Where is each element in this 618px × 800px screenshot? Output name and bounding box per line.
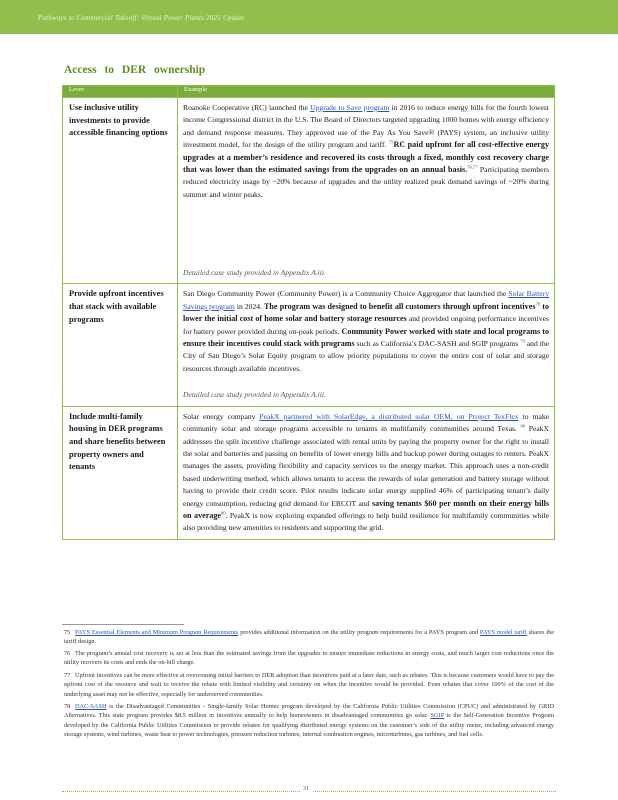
- table-row: [63, 98, 555, 284]
- case-study-note: Detailed case study provided in Appendix A.iii.: [183, 268, 326, 277]
- example-cell: [178, 284, 555, 406]
- lever-cell: Include multi-family housing in DER programs and share benefits between property owners and tenants: [63, 406, 178, 539]
- footnote-ref[interactable]: 80: [221, 510, 226, 516]
- pays-elements-link[interactable]: PAYS Essential Elements and Minimum Program Requirements: [75, 629, 239, 636]
- footnote-ref[interactable]: 80: [520, 423, 526, 429]
- lever-cell: Provide upfront incentives that stack with available programs: [63, 284, 178, 406]
- peakx-project-link[interactable]: PeakX partnered with SolarEdge, a distributed solar OEM, on Project TexFlex: [259, 411, 519, 421]
- table-row: [63, 284, 555, 406]
- solar-battery-savings-link[interactable]: Solar Battery Savings program: [183, 289, 549, 311]
- footnote: 75 PAYS Essential Elements and Minimum Program Requirements provides additional information on the utility program requirements for a PAYS program and PAYS model tariff shares the tariff design.: [64, 629, 555, 646]
- upgrade-to-save-link[interactable]: Upgrade to Save program: [310, 103, 390, 112]
- dac-sash-link[interactable]: DAC-SASH: [75, 703, 107, 710]
- example-text: San Diego Community Power (Community Power) is a Community Choice Aggregator that launched the Solar Battery Savings program in 2024. The program was designed to benefit all customers through upfront incentives$^{78}$ to lower the initial cost of home solar and battery storage resources and provided ongoing performance incentives for battery power provided during on-peak periods. Community Power worked with state and local programs to ensure their incentives could stack with programs such as California’s DAC-SASH and SGIP programs $^{79}$ and the City of San Diego’s Solar Equity program to allow priority populations to cover the entire cost of solar and storage resources through available incentives.: [183, 289, 550, 373]
- column-header-lever: Lever: [63, 86, 178, 98]
- example-text: Solar energy company PeakX partnered with SolarEdge, a distributed solar OEM, on Project TexFlex to make community solar and storage programs accessible to tenants in multifamily communities around Texas. $^{80}$ PeakX addresses the split incentive challenge associated with rental units by paying the property owner for the right to install the solar and batteries and passing on benefits of lower energy bills and backup power during outages to renters. PeakX manages the assets, providing flexibility and capacity services to the energy market. This approach uses a non-credit based underwriting method, which allows tenants to access the rewards of solar generation and battery storage without having to provide their credit score. Pilot results indicate solar energy supplied 46% of participating tenant’s daily energy consumption, reducing grid demand for ERCOT and saving tenants $60 per month on their energy bills on average$^{80}$. PeakX is now exploring expanded offerings to help build resilience for multifamily communities while also providing new amenities to residents and supporting the grid.: [183, 411, 549, 533]
- lever-table: [62, 85, 555, 540]
- sgip-link[interactable]: SGIP: [430, 712, 444, 720]
- section-title: Access to DER ownership: [64, 64, 206, 76]
- footnote-ref[interactable]: 78: [535, 301, 541, 307]
- footnote: 76 The program’s annual cost recovery is set at less than the estimated savings from the upgrades to ensure immediate reductions in energy costs, and much larger cost reductions once the utility recovers its costs and ends the on-bill charge.: [64, 650, 554, 667]
- lever-cell: Use inclusive utility investments to provide accessible financing options: [63, 98, 178, 284]
- table-header-row: [63, 86, 555, 98]
- example-cell: [178, 406, 555, 539]
- header-banner: [0, 0, 618, 34]
- example-text: Roanoke Cooperative (RC) launched the Upgrade to Save program in 2016 to reduce energy bills for the fourth lowest income Congressional district in the U.S. The Board of Directors targeted upgrading 1000 homes with energy efficiency and demand response measures. They approved use of the Pay As You Save® (PAYS) system, an inclusive utility investment model, for the design of the utility program and tariff. $^{75}$RC paid upfront for all cost-effective energy upgrades at a member’s residence and recovered its costs through a fixed, monthly cost recovery charge that was lower than the estimated savings from the upgrades on an annual basis.$^{76,77}$ Participating members reduced electricity usage by ~20% because of upgrades and the utility realized peak demand savings of ~20% during summer and winter peaks.: [183, 103, 550, 199]
- example-cell: [178, 98, 555, 284]
- footnote-ref[interactable]: 79: [520, 338, 525, 344]
- footnote-ref[interactable]: 75: [388, 139, 394, 145]
- footnote-ref[interactable]: 76,77: [467, 164, 478, 170]
- column-header-example: Example: [178, 86, 555, 98]
- pays-tariff-link[interactable]: PAYS model tariff: [479, 629, 527, 636]
- footnote: 77 Upfront incentives can be more effective at overcoming initial barriers to DER adoption than incentives paid at a later date, such as rebates. This is because customers would have to pay the upfront cost of the resource and wait to receive the rebate with limited visibility and certainty on when the incentive would be provided. Even rebates that cover 100% of the cost of the underlying asset may not be effective, especially for underserved communities.: [64, 672, 554, 698]
- page-number: 31: [300, 786, 312, 792]
- footnote: 78 DAC-SASH is the Disadvantaged Communities - Single-family Solar Homes program developed by the California Public Utilities Commission (CPUC) and administrated by GRID Alternatives. This state program provides $8.5 million in incentives annually to help homeowners in disadvantaged communities go solar. SGIP is the Self-Generation Incentive Program developed by the California Public Utilities Commission to provide rebates for qualifying distributed energy systems on the customer’s side of the utility meter, including advanced energy storage systems, wind turbines, waste heat to power technologies, pressure reduction turbines, internal combustion engines, microturbines, gas turbines, and fuel cells.: [64, 703, 554, 739]
- case-study-note: Detailed case study provided in Appendix A.iii.: [183, 390, 326, 400]
- table-row: [63, 406, 555, 539]
- banner-text: Pathways to Commercial Takeoff: Virtual Power Plants 2025 Update: [38, 14, 245, 22]
- footnote-separator: [62, 624, 184, 625]
